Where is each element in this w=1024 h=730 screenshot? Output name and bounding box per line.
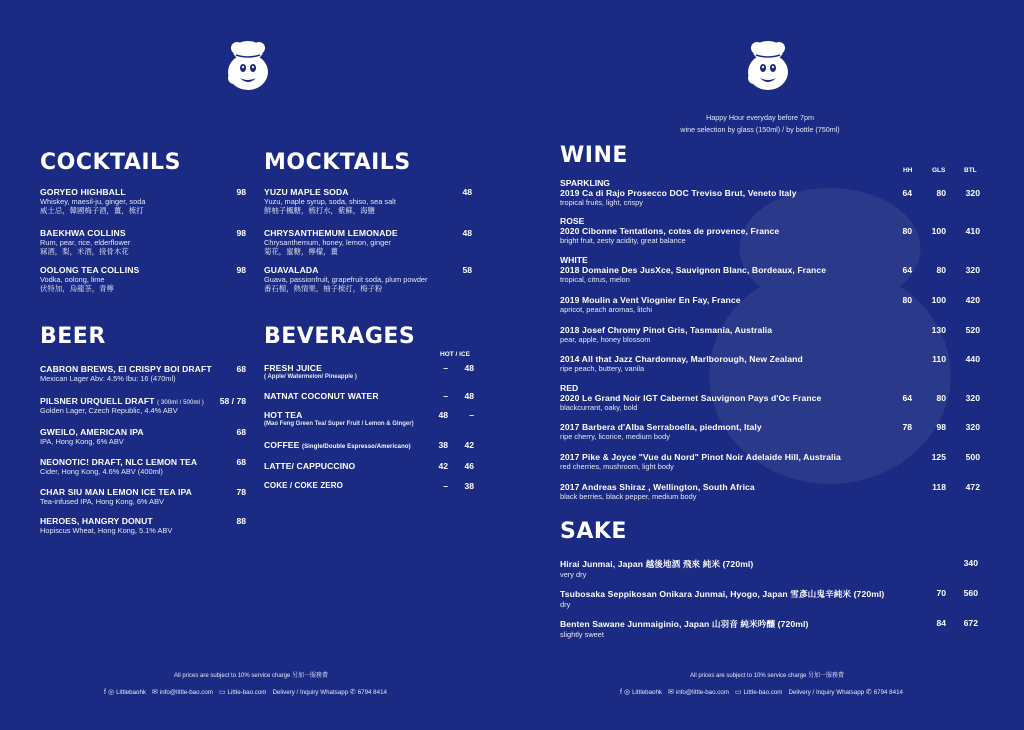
menu-item bbox=[40, 187, 145, 215]
price-btl: 420 bbox=[965, 295, 980, 305]
social-handle[interactable]: Littlebaohk bbox=[116, 689, 146, 696]
menu-item bbox=[40, 457, 197, 476]
wine-title: WINE bbox=[560, 143, 628, 168]
mascot-logo bbox=[222, 38, 274, 96]
item-desc: Mexican Lager Abv: 4.5% Ibu: 16 (470ml) bbox=[40, 374, 176, 383]
price-btl: 672 bbox=[963, 618, 978, 628]
menu-item bbox=[264, 265, 428, 293]
price-hot: – bbox=[443, 481, 448, 491]
item-price: 78 bbox=[236, 487, 246, 497]
wine-item bbox=[560, 482, 755, 501]
price-hh: 64 bbox=[902, 265, 912, 275]
item-name: 2019 Ca di Rajo Prosecco DOC Treviso Brut, Veneto Italy bbox=[560, 188, 797, 198]
item-desc-cn: 威士忌，韓國梅子酒，薑，梳打 bbox=[40, 206, 144, 215]
item-name: Benten Sawane Junmaiginio, Japan 山羽音 純米吟釀 (720ml) bbox=[560, 619, 809, 629]
item-name: OOLONG TEA COLLINS bbox=[40, 265, 140, 275]
price-ice: 46 bbox=[464, 461, 474, 471]
item-name: 2020 Le Grand Noir IGT Cabernet Sauvignon Pays d'Oc France bbox=[560, 393, 822, 403]
item-name: NATNAT COCONUT WATER bbox=[264, 391, 379, 401]
item-desc: ripe cherry, licorice, medium body bbox=[560, 432, 670, 441]
item-desc: Yuzu, maple syrup, soda, shiso, sea salt bbox=[264, 197, 396, 206]
wine-item bbox=[560, 422, 762, 441]
price-btl: 320 bbox=[965, 422, 980, 432]
price-gls: 100 bbox=[931, 226, 946, 236]
item-price: 48 bbox=[462, 187, 472, 197]
price-ice: 48 bbox=[464, 391, 474, 401]
price-gls: 110 bbox=[932, 354, 946, 364]
item-price: 88 bbox=[236, 516, 246, 526]
price-hot: 48 bbox=[438, 410, 448, 420]
item-price: 98 bbox=[236, 187, 246, 197]
menu-item bbox=[264, 410, 414, 429]
col-btl: BTL bbox=[964, 167, 977, 174]
item-name: 2018 Domaine Des JusXce, Sauvignon Blanc, Bordeaux, France bbox=[560, 265, 827, 275]
item-name: Tsubosaka Seppikosan Onikara Junmai, Hyogo, Japan 雪彥山鬼辛純米 (720ml) bbox=[560, 589, 885, 599]
item-price: 68 bbox=[236, 364, 246, 374]
item-size: ( 300ml / 500ml ) bbox=[157, 400, 204, 406]
contact-bar bbox=[104, 688, 387, 696]
price-hot: 42 bbox=[438, 461, 448, 471]
price-btl: 472 bbox=[965, 482, 980, 492]
sake-item bbox=[560, 588, 884, 609]
happy-hour-line2: wine selection by glass (150ml) / by bottle (750ml) bbox=[680, 125, 840, 134]
item-desc: bright fruit, zesty acidity, great balance bbox=[560, 236, 686, 245]
price-btl: 440 bbox=[965, 354, 980, 364]
item-price: 68 bbox=[236, 427, 246, 437]
wine-item bbox=[560, 265, 826, 284]
menu-item bbox=[40, 427, 144, 446]
item-name: COKE / COKE ZERO bbox=[264, 481, 343, 490]
price-gls: 130 bbox=[931, 325, 946, 335]
sake-item bbox=[560, 618, 808, 639]
price-gls: 84 bbox=[936, 618, 946, 628]
menu-item bbox=[264, 228, 398, 256]
item-desc-cn: 菊花，蜜糖，檸檬，薑 bbox=[264, 247, 338, 256]
beer-title: BEER bbox=[40, 324, 106, 349]
price-btl: 320 bbox=[965, 265, 980, 275]
menu-item bbox=[40, 228, 130, 256]
wine-item bbox=[560, 295, 741, 314]
price-hot: – bbox=[443, 363, 448, 373]
menu-item bbox=[264, 391, 379, 401]
price-ice: 48 bbox=[464, 363, 474, 373]
item-name: 2017 Pike & Joyce "Vue du Nord" Pinot Noir Adelaide Hill, Australia bbox=[560, 452, 841, 462]
wine-item bbox=[560, 452, 841, 471]
item-name: HOT TEA bbox=[264, 410, 303, 420]
item-desc: Hopiscus Wheat, Hong Kong, 5.1% ABV bbox=[40, 526, 173, 535]
sake-item bbox=[560, 558, 753, 579]
phone-number[interactable]: 6794 8414 bbox=[357, 689, 387, 696]
beverages-title: BEVERAGES bbox=[264, 324, 416, 349]
menu-item bbox=[264, 461, 355, 471]
menu-item bbox=[264, 440, 411, 450]
item-name: CABRON BREWS, EI CRISPY BOI DRAFT bbox=[40, 364, 212, 374]
item-price: 48 bbox=[462, 228, 472, 238]
mail-icon: ✉ bbox=[668, 689, 674, 696]
price-hot: – bbox=[443, 391, 448, 401]
mascot-logo bbox=[742, 38, 794, 96]
item-desc: pear, apple, honey blossom bbox=[560, 335, 651, 344]
item-price: 58 bbox=[462, 265, 472, 275]
item-desc: tropical, citrus, melon bbox=[560, 275, 630, 284]
item-desc: blackcurrant, oaky, bold bbox=[560, 403, 638, 412]
wine-item bbox=[560, 354, 803, 373]
price-ice: 42 bbox=[464, 440, 474, 450]
wine-item bbox=[560, 188, 797, 207]
web-link[interactable]: Little-bao.com bbox=[227, 689, 267, 696]
menu-item bbox=[40, 364, 212, 383]
item-name: Hirai Junmai, Japan 越後地酒 飛來 純米 (720ml) bbox=[560, 559, 754, 569]
item-name: 2020 Cibonne Tentations, cotes de provence, France bbox=[560, 226, 780, 236]
social-handle[interactable]: Littlebaohk bbox=[632, 689, 662, 696]
menu-item bbox=[264, 481, 343, 490]
item-desc: dry bbox=[560, 600, 571, 609]
cocktails-title: COCKTAILS bbox=[40, 150, 181, 175]
price-hh: 64 bbox=[902, 393, 912, 403]
price-gls: 125 bbox=[931, 452, 946, 462]
item-desc: apricot, peach aromas, litchi bbox=[560, 305, 653, 314]
item-name: 2014 All that Jazz Chardonnay, Marlborough, New Zealand bbox=[560, 354, 803, 364]
item-name: YUZU MAPLE SODA bbox=[264, 187, 349, 197]
price-hh: 64 bbox=[902, 188, 912, 198]
item-desc: red cherries, mushroom, light body bbox=[560, 462, 674, 471]
item-price: 98 bbox=[236, 265, 246, 275]
menu-item bbox=[40, 396, 204, 415]
menu-item bbox=[264, 363, 357, 382]
delivery-label: Delivery / Inquiry Whatsapp bbox=[272, 689, 349, 696]
price-gls: 80 bbox=[936, 393, 946, 403]
menu-item bbox=[40, 516, 172, 535]
item-desc: Golden Lager, Czech Republic, 4.4% ABV bbox=[40, 406, 178, 415]
item-desc: black berries, black pepper, medium body bbox=[560, 492, 697, 501]
phone-number[interactable]: 6794 8414 bbox=[873, 689, 903, 696]
instagram-icon: ◎ bbox=[107, 689, 115, 696]
item-desc: Cider, Hong Kong, 4.6% ABV (400ml) bbox=[40, 467, 163, 476]
contact-bar bbox=[620, 688, 903, 696]
price-hh: 80 bbox=[902, 295, 912, 305]
item-name: GWEILO, AMERICAN IPA bbox=[40, 427, 144, 437]
item-name: NEONOTIC! DRAFT, NLC LEMON TEA bbox=[40, 457, 198, 467]
item-desc-cn: 番石榴，熱情果，柚子梳打，梅子粉 bbox=[264, 284, 383, 293]
whatsapp-icon: ✆ bbox=[865, 689, 872, 696]
happy-hour-line1: Happy Hour everyday before 7pm bbox=[706, 113, 814, 122]
wine-category: SPARKLING bbox=[560, 178, 610, 188]
item-name: 2019 Moulin a Vent Viognier En Fay, France bbox=[560, 295, 741, 305]
price-ice: – bbox=[469, 410, 474, 420]
web-icon: ▭ bbox=[734, 689, 742, 696]
price-btl: 410 bbox=[965, 226, 980, 236]
item-price: 58 / 78 bbox=[219, 396, 246, 406]
item-name: 2017 Barbera d'Alba Serraboella, piedmont, Italy bbox=[560, 422, 762, 432]
item-desc-cn: 伏特加，烏龍茶，青檸 bbox=[40, 284, 114, 293]
web-link[interactable]: Little-bao.com bbox=[743, 689, 783, 696]
wine-category: WHITE bbox=[560, 255, 588, 265]
service-charge-note: All prices are subject to 10% service charge 另加一服務費 bbox=[174, 673, 329, 679]
price-ice: 38 bbox=[464, 481, 474, 491]
col-hh: HH bbox=[903, 167, 913, 174]
facebook-icon: f bbox=[104, 689, 106, 696]
item-name: GUAVALADA bbox=[264, 265, 319, 275]
facebook-icon: f bbox=[620, 689, 622, 696]
item-desc: Guava, passionfruit, grapefruit soda, plum powder bbox=[264, 275, 428, 284]
hot-ice-header: HOT / ICE bbox=[440, 351, 470, 358]
price-btl: 560 bbox=[963, 588, 978, 598]
item-name: FRESH JUICE bbox=[264, 363, 322, 373]
item-name: BAEKHWA COLLINS bbox=[40, 228, 126, 238]
item-price: 68 bbox=[236, 457, 246, 467]
item-desc: (Mao Feng Green Tea/ Super Fruit / Lemon & Ginger) bbox=[264, 421, 414, 427]
menu-item bbox=[40, 265, 139, 293]
price-btl: 340 bbox=[963, 558, 978, 568]
price-btl: 500 bbox=[965, 452, 980, 462]
wine-item bbox=[560, 393, 821, 412]
wine-category: ROSE bbox=[560, 216, 585, 226]
item-desc: Vodka, oolong, lime bbox=[40, 275, 105, 284]
email-link[interactable]: info@little-bao.com bbox=[159, 689, 213, 696]
item-desc: IPA, Hong Kong, 6% ABV bbox=[40, 437, 124, 446]
whatsapp-icon: ✆ bbox=[349, 689, 356, 696]
price-gls: 80 bbox=[936, 265, 946, 275]
item-name: CHRYSANTHEMUM LEMONADE bbox=[264, 228, 398, 238]
price-gls: 98 bbox=[936, 422, 946, 432]
item-desc-cn: 冧酒，梨，米酒，接骨木花 bbox=[40, 247, 129, 256]
item-name: HEROES, HANGRY DONUT bbox=[40, 516, 153, 526]
item-name: 2018 Josef Chromy Pinot Gris, Tasmania, Australia bbox=[560, 325, 773, 335]
item-name: 2017 Andreas Shiraz , Wellington, South Africa bbox=[560, 482, 755, 492]
price-gls: 70 bbox=[936, 588, 946, 598]
item-name: PILSNER URQUELL DRAFT bbox=[40, 396, 155, 406]
item-desc: Rum, pear, rice, elderflower bbox=[40, 238, 131, 247]
sake-title: SAKE bbox=[560, 519, 627, 544]
item-desc: ( Apple/ Watermelon/ Pineapple ) bbox=[264, 374, 357, 380]
item-price: 98 bbox=[236, 228, 246, 238]
price-btl: 320 bbox=[965, 188, 980, 198]
price-hot: 38 bbox=[438, 440, 448, 450]
item-name: LATTE/ CAPPUCCINO bbox=[264, 461, 356, 471]
wine-item bbox=[560, 226, 779, 245]
item-desc: (Single/Double Espresso/Americano) bbox=[301, 444, 411, 450]
price-gls: 100 bbox=[931, 295, 946, 305]
mocktails-title: MOCKTAILS bbox=[264, 150, 411, 175]
service-charge-note: All prices are subject to 10% service charge 另加一服務費 bbox=[690, 673, 845, 679]
item-desc: Whiskey, maesil-ju, ginger, soda bbox=[40, 197, 146, 206]
item-desc: Chrysanthemum, honey, lemon, ginger bbox=[264, 238, 391, 247]
price-hh: 78 bbox=[902, 422, 912, 432]
item-name: COFFEE bbox=[264, 440, 300, 450]
price-btl: 320 bbox=[965, 393, 980, 403]
instagram-icon: ◎ bbox=[623, 689, 631, 696]
delivery-label: Delivery / Inquiry Whatsapp bbox=[788, 689, 865, 696]
item-desc: Tea-infused IPA, Hong Kong, 6% ABV bbox=[40, 497, 164, 506]
email-link[interactable]: info@little-bao.com bbox=[675, 689, 729, 696]
menu-item bbox=[40, 487, 192, 506]
menu-item bbox=[264, 187, 396, 215]
price-btl: 520 bbox=[965, 325, 980, 335]
price-gls: 118 bbox=[932, 482, 946, 492]
item-desc: ripe peach, buttery, vanila bbox=[560, 364, 645, 373]
item-desc: tropical fruits, light, crispy bbox=[560, 198, 643, 207]
item-desc: very dry bbox=[560, 570, 587, 579]
price-gls: 80 bbox=[936, 188, 946, 198]
item-desc-cn: 鮮柚子楓糖，梳打水，紫蘇，海鹽 bbox=[264, 206, 375, 215]
item-desc: slightly sweet bbox=[560, 630, 604, 639]
wine-category: RED bbox=[560, 383, 579, 393]
item-name: CHAR SIU MAN LEMON ICE TEA IPA bbox=[40, 487, 192, 497]
col-gls: GLS bbox=[932, 167, 946, 174]
wine-item bbox=[560, 325, 772, 344]
price-hh: 80 bbox=[902, 226, 912, 236]
item-name: GORYEO HIGHBALL bbox=[40, 187, 126, 197]
mail-icon: ✉ bbox=[152, 689, 158, 696]
web-icon: ▭ bbox=[218, 689, 226, 696]
